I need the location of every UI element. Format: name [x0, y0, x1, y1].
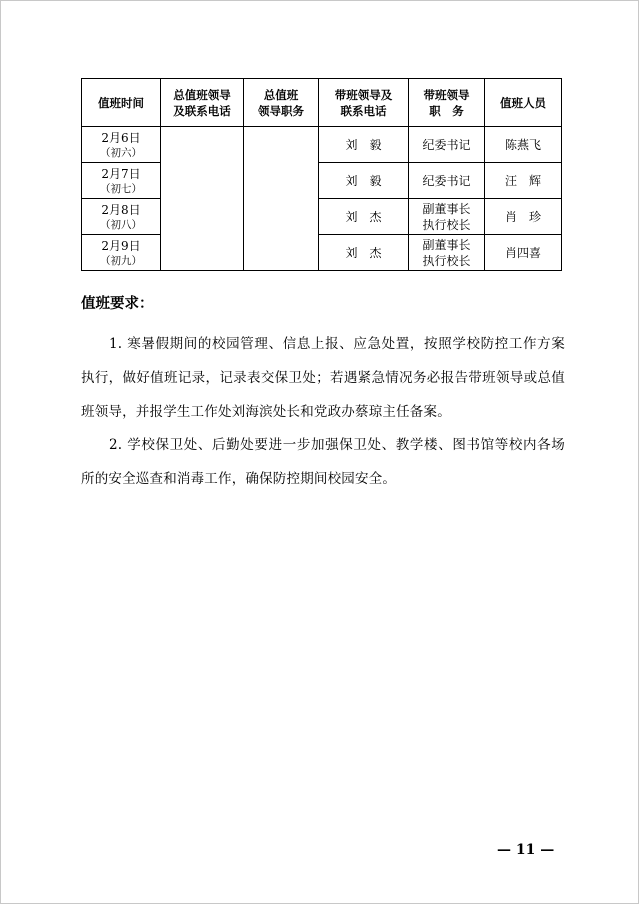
- shift-leader-cell: 刘 杰: [319, 235, 409, 271]
- table-row: [82, 199, 562, 235]
- duty-schedule-table: [81, 78, 562, 271]
- shift-leader-title-cell: 副董事长 执行校长: [409, 199, 485, 235]
- duty-staff-cell: 肖 珍: [485, 199, 562, 235]
- header-chief-leader-phone: 总值班领导 及联系电话: [161, 79, 244, 127]
- header-chief-leader-position: 总值班 领导职务: [244, 79, 319, 127]
- shift-leader-title-cell: 副董事长 执行校长: [409, 235, 485, 271]
- page-number: — 11 —: [497, 842, 555, 858]
- date-cell: 2月6日 （初六）: [82, 127, 161, 163]
- shift-leader-cell: 刘 杰: [319, 199, 409, 235]
- requirement-item-1: 1. 寒暑假期间的校园管理、信息上报、应急处置，按照学校防控工作方案执行，做好值班记录，记录表交保卫处；若遇紧急情况务必报告带班领导或总值班领导，并报学生工作处刘海滨处长和党政办蔡琼主任备案。: [81, 336, 565, 420]
- date-cell: 2月8日 （初八）: [82, 199, 161, 235]
- duty-staff-cell: 肖四喜: [485, 235, 562, 271]
- date-cell: 2月9日 （初九）: [82, 235, 161, 271]
- header-shift-leader-position: 带班领导 职 务: [409, 79, 485, 127]
- chief-leader-position-cell: [244, 127, 319, 271]
- shift-leader-cell: 刘 毅: [319, 127, 409, 163]
- duty-staff-cell: 汪 辉: [485, 163, 562, 199]
- table-row: [82, 127, 562, 163]
- shift-leader-title-cell: 纪委书记: [409, 127, 485, 163]
- shift-leader-title-cell: 纪委书记: [409, 163, 485, 199]
- header-shift-leader-phone: 带班领导及 联系电话: [319, 79, 409, 127]
- requirement-item-2: 2. 学校保卫处、后勤处要进一步加强保卫处、教学楼、图书馆等校内各场所的安全巡查和消毒工作，确保防控期间校园安全。: [81, 437, 565, 487]
- header-duty-staff: 值班人员: [485, 79, 562, 127]
- table-row: [82, 235, 562, 271]
- table-header-row: [82, 79, 562, 127]
- date-cell: 2月7日 （初七）: [82, 163, 161, 199]
- duty-staff-cell: 陈燕飞: [485, 127, 562, 163]
- requirements-title: 值班要求：: [81, 296, 154, 312]
- table-row: [82, 163, 562, 199]
- chief-leader-phone-cell: [161, 127, 244, 271]
- shift-leader-cell: 刘 毅: [319, 163, 409, 199]
- header-duty-time: 值班时间: [82, 79, 161, 127]
